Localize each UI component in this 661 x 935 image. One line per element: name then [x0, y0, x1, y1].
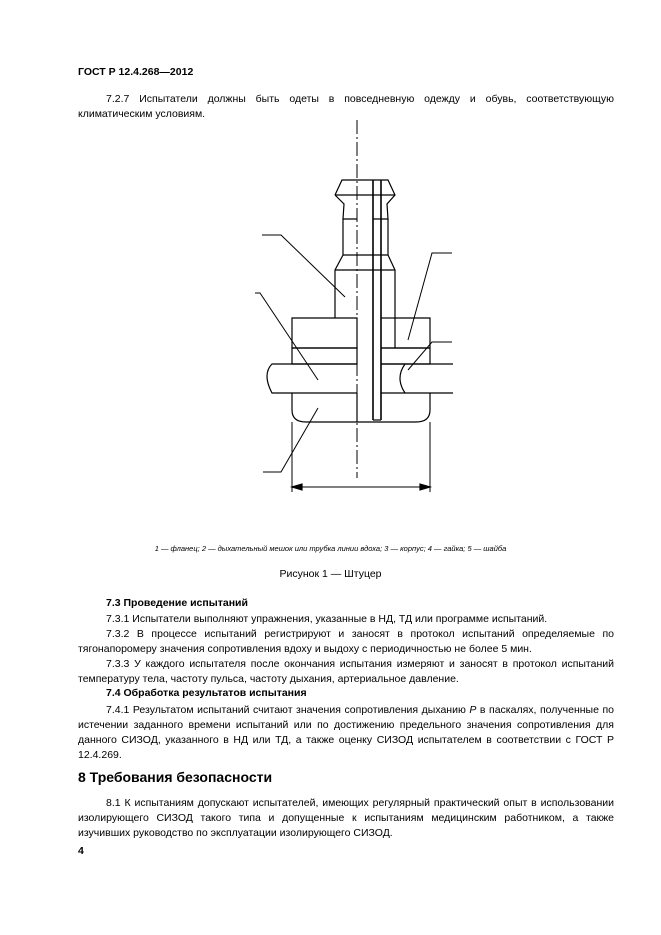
- paragraph-7-3-3: 7.3.3 У каждого испытателя после окончания испытания измеряют и заносят в протокол испытаний температуру тела, частоту пульса, частоту дыхания, артериальное давление.: [78, 658, 614, 685]
- paragraph-7-4-1-text-a: 7.4.1 Результатом испытаний считают значения сопротивления дыханию: [106, 704, 470, 716]
- leader-1: [262, 235, 345, 297]
- section-8-title: 8 Требования безопасности: [78, 769, 273, 785]
- paragraph-7-2-7: 7.2.7 Испытатели должны быть одеты в повседневную одежду и обувь, соответствующую климатическим условиям.: [78, 93, 614, 120]
- section-7-3-title: 7.3 Проведение испытаний: [106, 597, 248, 609]
- section-7-4-title: 7.4 Обработка результатов испытания: [106, 687, 307, 699]
- paragraph-7-3-2: 7.3.2 В процессе испытаний регистрируют и заносят в протокол испытаний определяемые по тягонапоромеру значения сопротивления вдоху и выдоху с периодичностью не более 5 мин.: [78, 628, 614, 655]
- nut-left: [292, 318, 357, 348]
- figure-caption: Рисунок 1 — Штуцер: [279, 568, 382, 580]
- pressure-variable: P: [469, 704, 477, 716]
- nozzle-tip: [335, 180, 395, 219]
- tube-right: [381, 364, 453, 393]
- document-code-header: ГОСТ Р 12.4.268—2012: [78, 66, 194, 78]
- tube-left: [267, 364, 357, 393]
- paragraph-7-4-1: [78, 703, 614, 763]
- fitting-drawing: [255, 118, 455, 498]
- paragraph-7-3-1: 7.3.1 Испытатели выполняют упражнения, указанные в НД, ТД или программе испытаний.: [106, 613, 548, 625]
- leader-5: [263, 408, 318, 472]
- paragraph-8-1: 8.1 К испытаниям допускают испытателей, имеющих регулярный практический опыт в использовании изолирующего СИЗОД такого типа и допущенные к испытаниям медицинским работником, а также изучивших руководство по эксплуатации изолирующего СИЗОД.: [78, 797, 614, 839]
- paragraph-7-4-1-text-b: в паскалях, полученные по истечении заданного времени испытаний или по достижению предельного значения сопротивления для данного СИЗОД, указанного в НД или ТД, а также оценку СИЗОД испытателем в соответствии с ГОСТ Р 12.4.269.: [78, 704, 614, 761]
- leader-2: [255, 293, 318, 380]
- figure-legend: 1 — фланец; 2 — дыхательный мешок или трубка линии вдоха; 3 — корпус; 4 — гайка; 5 — шайба: [154, 544, 507, 553]
- page-number: 4: [78, 845, 84, 857]
